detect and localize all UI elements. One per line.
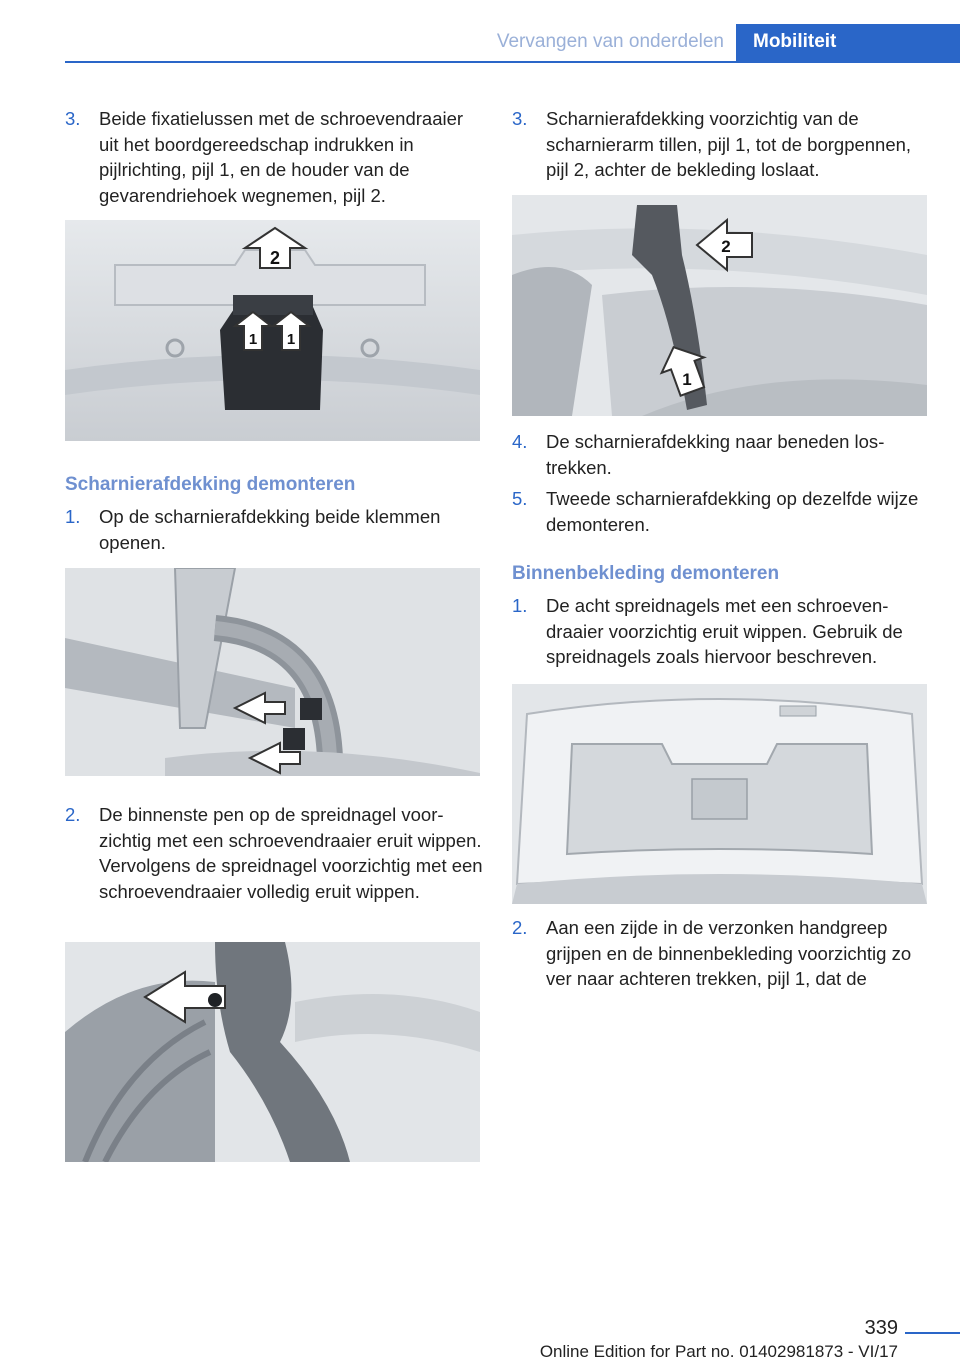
figure-trunk-lining (512, 684, 927, 904)
arrow-label-1: 1 (682, 370, 692, 389)
step-text: Aan een zijde in de verzonken handgreep grijpen en de binnenbekleding voorzichtig zo ver naar achteren trekken, pijl 1, dat de (546, 917, 912, 989)
step-number: 1. (512, 595, 528, 616)
step-text: De acht spreidnagels met een schroevendraaier voorzichtig eruit wippen. Gebruik de spreidnagels zoals hiervoor beschreven. (546, 595, 903, 667)
figure-warning-triangle-holder (65, 220, 480, 441)
step-2-right (512, 915, 931, 995)
step-3-left (65, 106, 484, 216)
heading-hinge-cover: Scharnierafdekking demonteren (65, 474, 356, 495)
arrow-label-2: 2 (269, 248, 281, 268)
step-3-right (512, 106, 931, 190)
step-1-left (65, 504, 484, 559)
step-number: 4. (512, 431, 528, 452)
step-number: 1. (65, 506, 81, 527)
figure-hinge-arm (512, 195, 927, 416)
step-text: Op de scharnierafdekking beide klemmen openen. (99, 506, 441, 553)
step-text: Scharnierafdekking voorzichtig van de scharnierarm tillen, pijl 1, tot de borgpennen, pijl 2, achter de bekleding loslaat. (546, 108, 912, 180)
step-4-right (512, 429, 931, 484)
chapter-tab: Mobiliteit (736, 24, 960, 62)
arrow-label-2: 2 (721, 237, 731, 256)
step-number: 3. (512, 108, 528, 129)
step-number: 5. (512, 488, 528, 509)
step-2-left (65, 802, 484, 932)
step-5-right (512, 486, 931, 541)
arrow-label-1b: 1 (286, 331, 296, 348)
edition-footer: Online Edition for Part no. 01402981873 - VI/17 (539, 1342, 898, 1361)
step-number: 2. (512, 917, 528, 938)
header-rule (65, 61, 960, 63)
step-text: De scharnierafdekking naar beneden lostrekken. (546, 431, 885, 478)
figure-hinge-clips (65, 568, 480, 776)
step-number: 2. (65, 804, 81, 825)
arrow-label-1a: 1 (248, 331, 258, 348)
heading-inner-lining: Binnenbekleding demonteren (512, 563, 780, 584)
step-1-right (512, 593, 931, 677)
step-text: Tweede scharnierafdekking op dezelfde wijze demonteren. (546, 488, 919, 535)
step-number: 3. (65, 108, 81, 129)
figure-spreader-rivet (65, 942, 480, 1162)
step-text: De binnenste pen op de spreidnagel voorzichtig met een schroevendraaier eruit wippen. Vervolgens de spreidnagel voorzichtig met een schroevendraaier volledig eruit wippen. (99, 804, 483, 902)
footer-rule (905, 1332, 960, 1334)
step-text: Beide fixatielussen met de schroevendraaier uit het boordgereedschap indrukken in pijlrichting, pijl 1, en de houder van de gevarendriehoek wegnemen, pijl 2. (99, 108, 464, 206)
page-number: 339 (864, 1317, 898, 1339)
section-title: Vervangen van onderdelen (496, 31, 724, 52)
